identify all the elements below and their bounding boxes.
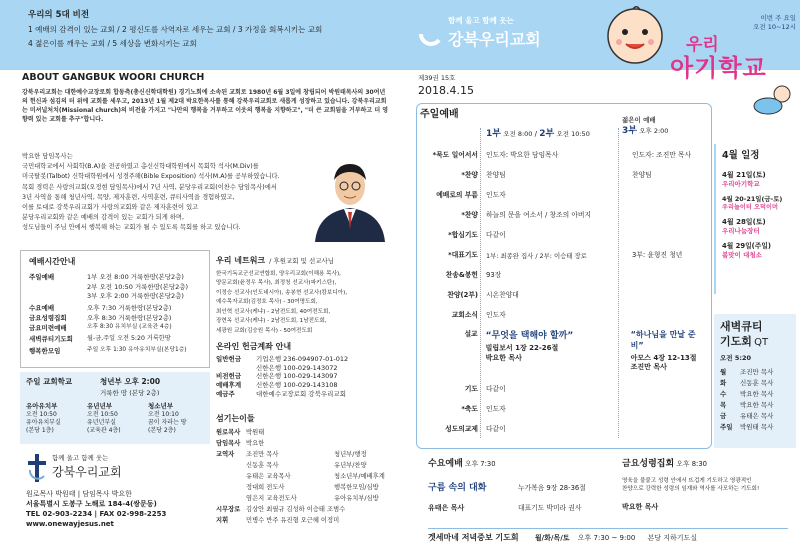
pastor-line: 국민대학교에서 사회학(B.A)을 전공하였고 총신신학대학원에서 목회학 석사(M.Div)를 (22, 163, 259, 171)
april-item (722, 242, 790, 260)
schedule-text: 오후 8:30 거룩한땅(본당2층) (87, 313, 172, 322)
offering-text: 기업은행 236-094907-01-012 (256, 354, 349, 363)
offering-text: 신한은행 100-029-143072 (256, 363, 338, 372)
prayer-place: 본당 지하기도실 (647, 534, 698, 542)
network-line: 최인혁 선교사(케냐) - 2남전도회, 40여전도회, (216, 308, 331, 315)
order-value-youth: 찬양팀 (632, 171, 652, 180)
order-label: *묵도 일어서서 (432, 151, 478, 160)
schedule-label: 새벽큐티기도회 (29, 335, 73, 344)
friday-time: 오후 8:30 (676, 460, 707, 468)
pastor-photo (310, 152, 390, 242)
schedule-label (29, 283, 87, 292)
order-value: 1부: 최종완 집사 / 2부: 이승태 장로 (486, 251, 587, 260)
qt-box (714, 314, 796, 448)
qt-leader: 신동훈 목사 (740, 379, 774, 388)
school-col-line: 오전 10:10 (148, 410, 179, 418)
issue-number: 제39권 15호 (418, 74, 456, 82)
vision-line: 4 젊은이를 깨우는 교회 / 5 세상을 변화시키는 교회 (28, 38, 197, 48)
order-row (420, 146, 708, 166)
server-row (216, 429, 412, 440)
about-body: 강북우리교회는 대한예수교장로회 합동측(총신신학대학원) 경기노회에 소속된 교회로 1980년 6월 3일에 창립되어 박원태목사의 30여년의 헌신과 섬김의 터 위에 교회를 세우고, 2013년 1월 제2대 박요한목사를 통해 강북우리교회로 새롭게 성장하고 있습니다. 강북우리교회는 미셔널처치(Missional church)의 비전을 가지고 "나만의 행복을 거부하고 이웃의 행복을 지향하고", "더 큰 교회됨을 거부하고 더 영향력 있는 교회를 추구"합니다. (22, 88, 388, 123)
sermon-row (420, 326, 708, 380)
youth-service-label: 젊은이 예배 (622, 116, 656, 124)
school-col-line: (교육관 4층) (87, 426, 121, 434)
network-line: 장현옥 선교사(케냐) - 2남전도회, 1남전도회, (216, 318, 327, 325)
qt-day: 금 (720, 412, 727, 421)
order-row (420, 246, 708, 266)
pastor-line: 성도님들이 주님 안에서 행복해 하는 교회가 될 수 있도록 목회를 하고 있습니다. (22, 224, 241, 232)
server-row (216, 462, 412, 473)
server-duty: 유아유치부/심방 (334, 494, 379, 502)
kids-note-line: 오전 10~12시 (753, 22, 796, 31)
schedule-label: 금요성령집회 (29, 313, 67, 322)
footer-slogan: 함께 울고 함께 웃는 (52, 454, 109, 462)
friday-block (622, 458, 798, 513)
school-col-name: 유년년부 (87, 401, 113, 410)
schedule-label: 행복한모임 (29, 347, 61, 356)
order-value: 찬양팀 (486, 171, 506, 180)
schedule-label (29, 292, 87, 301)
qt-time: 오전 5:20 (720, 353, 751, 362)
friday-preacher: 박요한 목사 (622, 503, 659, 512)
pastor-line: 분당우리교회와 같은 예배의 감격이 있는 교회가 되게 하며, (22, 214, 184, 222)
wednesday-sermon-row (428, 482, 614, 494)
server-name: 조진만 목사 (246, 450, 279, 458)
footer-url: www.onewayjesus.net (26, 520, 114, 528)
pastor-line: 이를 토대로 강북우리교회가 사랑의교회와 같은 제자훈련이 있고 (22, 203, 199, 211)
april-date: 4월 28일(토) (722, 218, 766, 227)
school-col-line: 유아유치부실 (26, 418, 61, 426)
order-row (420, 400, 708, 420)
order-value: 다같이 (486, 425, 506, 434)
qt-title: 새벽큐티 (720, 320, 763, 333)
order-row (420, 306, 708, 326)
masthead-church: 강북우리교회 (448, 30, 541, 49)
order-value: 인도자: 박요한 담임목사 (486, 151, 559, 160)
qt-day: 목 (720, 401, 727, 410)
server-name: 박요한 (246, 439, 265, 447)
qt-leader: 유태은 목사 (740, 412, 774, 421)
server-duty: 청소년부/예배후계 (334, 472, 385, 480)
server-duty: 청년부/행정 (334, 450, 367, 458)
sunday-header-a (486, 128, 590, 140)
kids-note-line: 이번 주 요일 (760, 14, 796, 22)
schedule-row (29, 273, 201, 282)
sermon-title: “무엇을 택해야 할까” (485, 331, 574, 341)
network-line: 양문교회(윤정우 목사), 최정청 선교사(파키스탄), (216, 280, 337, 287)
school-col-line: 오전 10:50 (26, 410, 57, 418)
wednesday-block (428, 458, 614, 514)
order-row (420, 286, 708, 306)
server-row (216, 484, 412, 495)
school-col (87, 402, 143, 435)
network-line: 이정승 선교사(인도네시아), 송봉현 선교사(캄보디아), (216, 289, 348, 296)
server-row (216, 495, 412, 506)
server-row (216, 451, 412, 462)
vision-title: 우리의 5대 비전 (28, 10, 90, 20)
offering-label: 예금주 (216, 389, 235, 398)
april-item (722, 171, 790, 189)
order-label: 성도의교제 (445, 425, 478, 434)
schedule-text: 3부 오후 2:00 거룩한땅(본당2층) (87, 292, 184, 301)
schedule-box (20, 250, 210, 368)
server-role: 시무장로 (216, 505, 241, 513)
order-label: *찬양 (461, 211, 478, 220)
qt-row (720, 379, 790, 390)
school-col-line: 오전 10:50 (87, 410, 118, 418)
network-line: 세광원 교회(김승원 목사) - 50여전도회 (216, 327, 313, 334)
header-slash: / (534, 130, 538, 138)
server-role (216, 473, 246, 484)
offering-label: 일반헌금 (216, 354, 242, 363)
school-youth: 청년부 오후 2:00 (100, 377, 161, 386)
server-name: 염은지 교육전도사 (246, 494, 297, 502)
server-role: 지휘 (216, 516, 229, 524)
service-2-label: 2부 (539, 129, 555, 139)
prayer-title: 겟세마네 저녁중보 기도회 (428, 533, 519, 542)
baby-face-icon (604, 4, 666, 66)
school-col-line: 꿈이 자라는 땅 (148, 418, 187, 426)
server-duty: 행복한모임/심방 (334, 483, 379, 491)
schedule-row (29, 292, 201, 301)
order-label: *합심기도 (448, 231, 478, 240)
servers-title: 섬기는이들 (216, 414, 255, 423)
sermon-preacher: 조진만 목사 (630, 363, 667, 372)
schedule-text: 주일 오후 1:30 유아유치부실(본당1층) (87, 347, 187, 354)
offering-text: 대한예수교장로회 강북우리교회 (256, 389, 346, 398)
network-title: 우리 네트워크 (216, 256, 266, 265)
network-line: 예수목자교회(김정호 목사) - 30여명도회, (216, 299, 318, 306)
qt-leader: 조진만 목사 (740, 368, 774, 377)
order-value: 하늘의 문을 여소서 / 창조의 아버지 (486, 211, 592, 220)
offering-row (216, 381, 412, 390)
server-role (216, 495, 246, 506)
april-title: 4월 일정 (722, 150, 760, 161)
sermon-title: “하나님을 만날 준비” (630, 330, 696, 350)
school-header (26, 377, 204, 387)
offering-label: 비전헌금 (216, 372, 242, 381)
server-name: 박원태 (246, 428, 265, 436)
order-value-youth: 인도자: 조진만 목사 (632, 151, 692, 160)
kids-title-big: 아기학교 (670, 54, 767, 82)
pastor-line: 박요한 담임목사는 (22, 153, 73, 160)
church-logo-icon (418, 16, 442, 52)
order-value: 다같이 (486, 231, 506, 240)
server-role: 담임목사 (216, 439, 241, 447)
order-label: 예배로의 부름 (436, 191, 478, 200)
order-row (420, 166, 708, 186)
server-name: 유태은 교육목사 (246, 472, 291, 480)
service-1-label: 1부 (486, 129, 501, 139)
april-text: 봄맞이 대청소 (722, 251, 762, 260)
qt-title-qt: QT (754, 336, 769, 348)
server-row (216, 473, 412, 484)
offering-text: 신한은행 100-029-143097 (256, 372, 338, 381)
order-label: 설교 (464, 330, 478, 338)
order-list (420, 146, 708, 440)
order-value: 인도자 (486, 405, 506, 414)
school-col-line: (본당 2층) (148, 426, 176, 434)
service-3-label: 3부 (622, 125, 637, 136)
april-text: 우리아기학교 (722, 180, 760, 189)
footer-church: 강북우리교회 (52, 465, 122, 479)
order-row (420, 380, 708, 400)
order-label: *찬양 (461, 171, 478, 180)
order-label: 교회소식 (451, 311, 478, 320)
april-text: 우리나눔장터 (722, 227, 760, 236)
wednesday-preacher-row (428, 504, 614, 513)
network-header (216, 256, 412, 267)
school-title: 주일 교회학교 (26, 377, 73, 386)
school-col-name: 청소년부 (148, 401, 174, 410)
server-name: 민병수 반주 유진형 오근혜 이정미 (246, 516, 340, 524)
school-cols (26, 402, 204, 435)
sermon-verse: 아모스 4장 12-13절 (630, 353, 697, 362)
order-value: 다같이 (486, 385, 506, 394)
schedule-title: 예배시간안내 (29, 257, 76, 266)
schedule-row (29, 347, 201, 356)
qt-row (720, 368, 790, 379)
service-1-time: 오전 8:00 (503, 130, 533, 138)
server-name: 신동훈 목사 (246, 461, 279, 469)
kids-note (740, 14, 796, 32)
april-date: 4월 21일(토) (722, 170, 766, 179)
friday-desc: 찬양으로 강력한 성령의 임재와 역사를 사모하는 기도회! (622, 485, 760, 492)
pastor-line: 3년 사역을 통해 청년사역, 목양, 제자훈련, 사역훈련, 큐티사역을 경험하였고, (22, 193, 235, 201)
sermon-main (486, 330, 623, 363)
order-label: *대표기도 (448, 251, 478, 260)
schedule-row (29, 324, 201, 333)
pastor-intro (22, 152, 322, 234)
april-date: 4월 29일(주일) (722, 242, 772, 251)
schedule-label: 금요미련예배 (29, 323, 67, 332)
schedule-text: 1부 오전 8:00 거룩한땅(본당2층) (87, 272, 184, 281)
order-row (420, 420, 708, 440)
order-label: 기도 (464, 385, 478, 394)
order-row (420, 186, 708, 206)
qt-row (720, 390, 790, 401)
wednesday-time: 오후 7:30 (465, 460, 496, 468)
offering-row (216, 372, 412, 381)
order-row (420, 266, 708, 286)
offering-text: 신한은행 100-029-143108 (256, 381, 338, 390)
footer-line: 원로목사 박원태 | 담임목사 박요한 (26, 490, 132, 498)
server-role: 원로목사 (216, 428, 241, 436)
qt-day: 화 (720, 379, 727, 388)
schedule-label: 수요예배 (29, 304, 55, 313)
offering-row (216, 355, 412, 364)
wednesday-leader: 대표기도 박미라 권사 (518, 504, 582, 513)
wednesday-sermon: 구름 속의 대화 (428, 483, 487, 494)
service-3-time: 오후 2:00 (639, 126, 669, 135)
qt-row (720, 401, 790, 412)
offering-block (216, 342, 412, 399)
april-date: 4월 20-21일(금-토) (722, 195, 783, 204)
servers-block (216, 414, 412, 528)
footer-line: TEL 02-903-2234 | FAX 02-998-2253 (26, 510, 167, 518)
prayer-days: 월/화/목/토 (534, 534, 570, 542)
crawling-baby-icon (750, 84, 796, 116)
sermon-preacher: 박요한 목사 (485, 353, 522, 362)
order-row (420, 226, 708, 246)
school-col (148, 402, 204, 435)
school-col-line: 유년년부실 (87, 418, 116, 426)
sunday-title: 주일예배 (420, 109, 459, 120)
wednesday-preacher: 유태은 목사 (428, 504, 465, 513)
order-value: 인도자 (486, 191, 506, 200)
qt-title: 기도회 (720, 334, 752, 348)
service-2-time: 오전 10:50 (556, 130, 590, 138)
schedule-text: 오후 7:30 거룩한땅(본당2층) (87, 304, 172, 313)
friday-desc: 영육을 불붙고 성령 안에서 뜨겁게 기도하고 영광적인 (622, 478, 752, 485)
qt-leader: 박원태 목사 (740, 423, 774, 432)
order-label: 찬양(2부) (447, 291, 478, 300)
masthead (418, 10, 598, 60)
wednesday-verse: 누가복음 9장 28-36절 (518, 484, 586, 493)
friday-header (622, 458, 798, 470)
vision-line: 1 예배의 감격이 있는 교회 / 2 평신도를 사역자로 세우는 교회 / 3 가정을 회복시키는 교회 (28, 25, 323, 35)
april-text: 우리놀이터 오덕이머 (722, 203, 778, 211)
offering-row (216, 390, 412, 399)
sermon-youth (631, 330, 708, 372)
offering-label: 예배후계 (216, 381, 242, 390)
server-duty: 유년부/찬양 (334, 461, 367, 469)
server-role: 교역자 (216, 450, 235, 458)
schedule-row (29, 314, 201, 323)
network-line: 한국기독교군선교연합회, 양우리교회(이해용 목사), (216, 270, 341, 277)
server-role (216, 484, 246, 495)
pastor-line: 미국탈봇(Talbot) 신학대학원에서 성경주해(Bible Exposition) 석사(M.A)를 공부하였습니다. (22, 173, 280, 181)
sunday-header-b (622, 116, 668, 137)
server-name: 김상안 최필규 김성하 이승태 조범수 (246, 505, 346, 513)
footer-line: 서울특별시 도봉구 노해로 184-4(쌍문동) (26, 500, 157, 508)
school-col (26, 402, 82, 435)
order-label: 찬송&봉헌 (445, 271, 478, 280)
school-col-line: (본당 1층) (26, 426, 54, 434)
qt-leader: 박요한 목사 (740, 401, 774, 410)
schedule-row (29, 335, 201, 344)
server-row (216, 517, 412, 528)
school-col-name: 유아유치부 (26, 401, 58, 410)
april-box (714, 144, 796, 294)
friday-title: 금요성령집회 (622, 459, 675, 469)
schedule-text: 월-금,주일 오전 5:20 거룩한땅 (87, 335, 171, 343)
about-section (0, 70, 392, 130)
server-role (216, 462, 246, 473)
kids-title-small: 우리 (686, 35, 719, 55)
pastor-portrait-icon (310, 152, 390, 242)
church-school-box (20, 372, 210, 444)
order-value: 시온찬양대 (486, 291, 519, 300)
april-item (722, 195, 790, 212)
vision-block (28, 10, 428, 49)
wednesday-header (428, 458, 614, 470)
offering-row (216, 364, 412, 373)
school-youth-loc: 거룩한 땅 (본당 2층) (100, 389, 160, 398)
order-label: *축도 (461, 405, 478, 414)
server-row (216, 506, 412, 517)
schedule-label: 주일예배 (29, 272, 55, 281)
qt-row (720, 423, 790, 434)
offering-label (216, 364, 256, 373)
schedule-text: 오후 8:30 유치부실 (교육관 4층) (87, 323, 172, 330)
schedule-row (29, 304, 201, 313)
order-row (420, 206, 708, 226)
cross-logo-icon (26, 454, 48, 482)
order-value: 93장 (486, 271, 502, 280)
schedule-row (29, 283, 201, 292)
kids-school-banner (600, 0, 800, 100)
qt-day: 수 (720, 390, 727, 399)
pastor-line: 목회 경력은 사랑의교회(오정현 담임목사)에서 7년 사역, 분당우리교회(이찬수 담임목사)에서 (22, 183, 277, 191)
issue-info (418, 74, 618, 99)
schedule-text: 2부 오전 10:50 거룩한땅(본당2층) (87, 282, 189, 291)
network-block (216, 256, 412, 336)
qt-day: 주일 (720, 423, 733, 432)
offering-title: 온라인 헌금계좌 안내 (216, 342, 292, 351)
order-value: 인도자 (486, 311, 506, 320)
issue-date: 2018.4.15 (418, 83, 474, 97)
qt-row (720, 412, 790, 423)
april-item (722, 218, 790, 236)
prayer-row (428, 528, 788, 544)
qt-leader: 박요한 목사 (740, 390, 774, 399)
sermon-verse: 빌립보서 1장 22-26절 (485, 344, 559, 353)
qt-day: 월 (720, 368, 727, 377)
masthead-slogan: 함께 울고 함께 웃는 (448, 16, 514, 25)
order-value-youth: 3부: 윤형진 청년 (632, 251, 683, 260)
server-name: 정대희 전도사 (246, 483, 285, 491)
wednesday-title: 수요예배 (428, 459, 463, 469)
about-title: ABOUT GANGBUK WOORI CHURCH (22, 72, 205, 83)
footer-block (20, 452, 210, 542)
prayer-time: 오후 7:30 ~ 9:00 (577, 534, 636, 542)
network-subtitle: / 후원교회 및 선교사님 (269, 257, 335, 265)
server-row (216, 440, 412, 451)
